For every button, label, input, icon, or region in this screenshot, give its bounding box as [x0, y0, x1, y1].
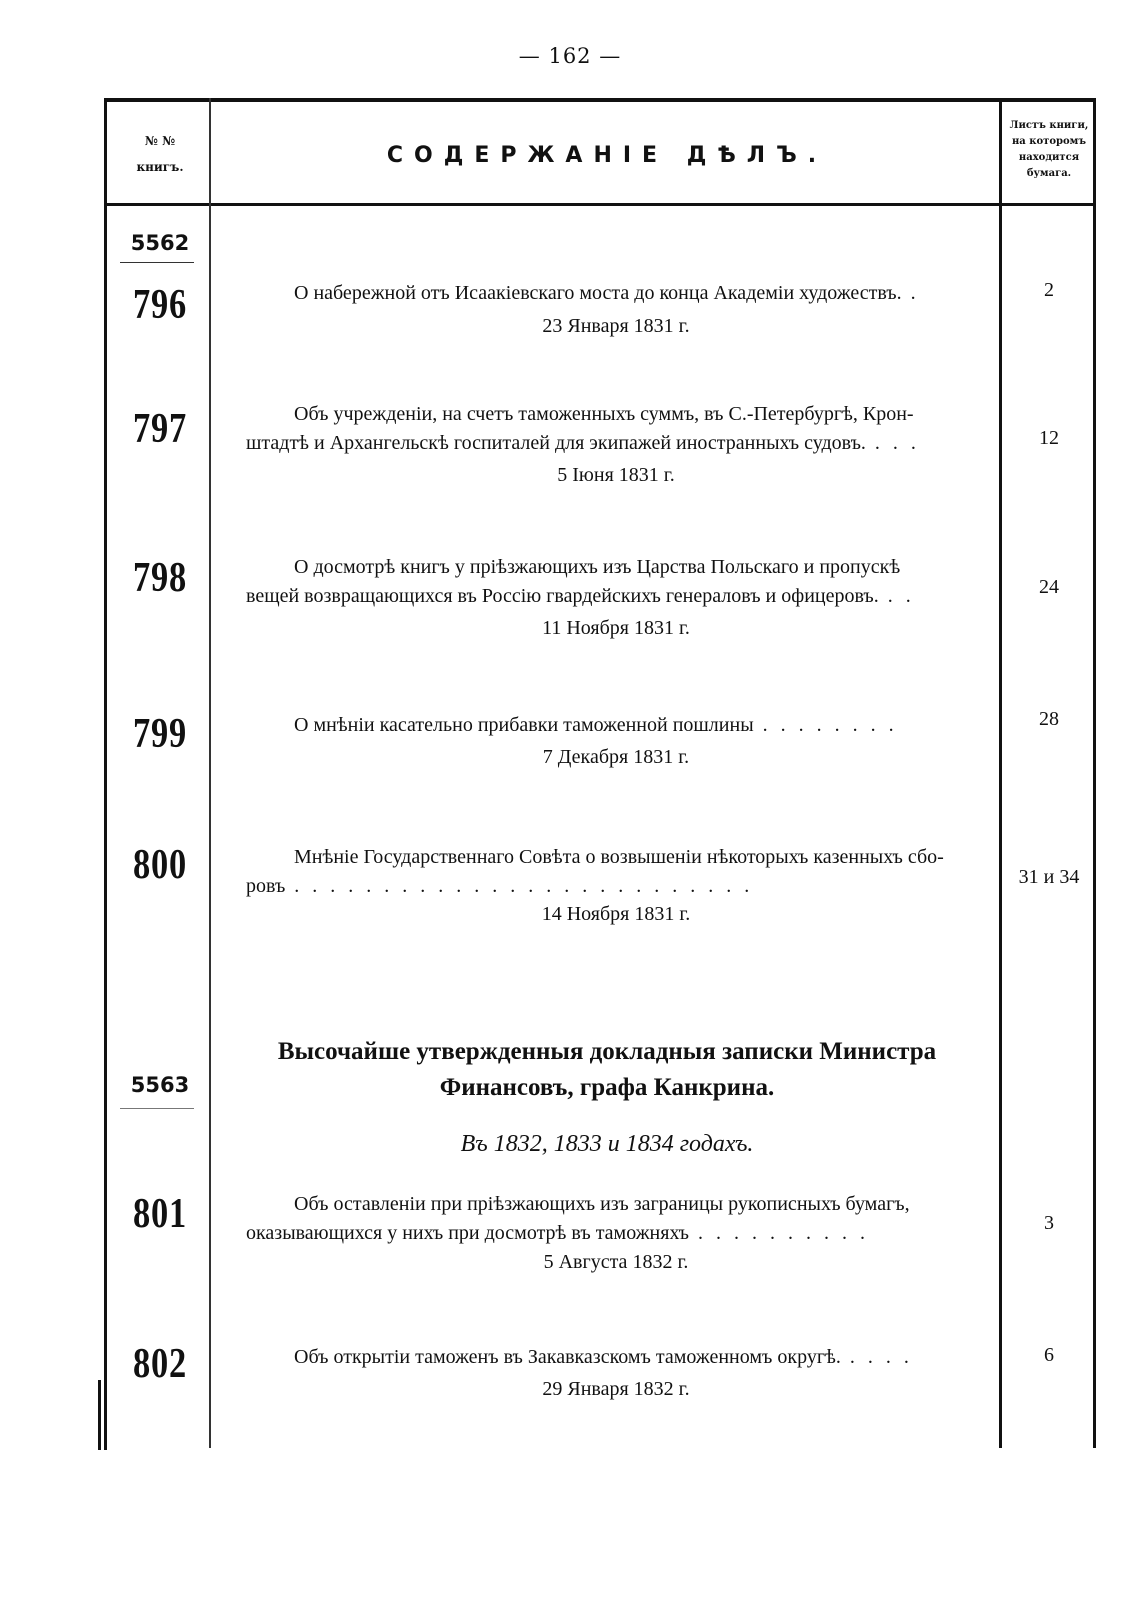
header-sheet-column [1003, 118, 1095, 182]
entry-line: вещей возвращающихся въ Россію гвардейскихъ генераловъ и офицеровъ. . . [246, 585, 915, 607]
sheet-reference: 28 [1039, 708, 1059, 730]
entry-date: 7 Декабря 1831 г. [542, 746, 690, 768]
section-title-line: Высочайше утвержденныя докладныя записки Министра [277, 1038, 937, 1065]
entry-line: О набережной отъ Исаакіевскаго моста до конца Академіи художествъ. . [294, 282, 920, 304]
entry-number: 800 [132, 842, 188, 888]
entry-number: 796 [132, 282, 188, 328]
entry-number: 798 [132, 555, 188, 601]
entry-number: 799 [132, 711, 188, 757]
page-number: — 162 — [518, 44, 622, 68]
entry-description [246, 553, 1006, 611]
sheet-reference: 3 [1044, 1212, 1054, 1234]
entry-date: 5 Августа 1832 г. [543, 1251, 689, 1273]
header-sheet-line: бумага. [1026, 168, 1072, 179]
entry-line: Мнѣніе Государственнаго Совѣта о возвышеніи нѣкоторыхъ казенныхъ сбо- [294, 846, 944, 868]
header-book-line: № № [144, 134, 176, 148]
entry-line: оказывающихся у нихъ при досмотрѣ въ таможняхъ . . . . . . . . . . [246, 1222, 870, 1244]
entry-line: Объ открытіи таможенъ въ Закавказскомъ таможенномъ округѣ. . . . . [294, 1346, 913, 1368]
sheet-reference: 31 и 34 [1018, 866, 1080, 888]
header-sheet-line: Листъ книги, [1009, 120, 1089, 131]
entry-description [246, 711, 1006, 740]
section-title [214, 1034, 1000, 1106]
book-number: 5562 [130, 231, 190, 255]
entry-description [246, 1343, 1006, 1372]
entry-description [246, 1190, 1006, 1248]
sheet-reference: 6 [1044, 1344, 1054, 1366]
entry-number: 802 [132, 1341, 188, 1387]
sheet-reference: 2 [1044, 279, 1054, 301]
section-subtitle: Въ 1832, 1833 и 1834 годахъ. [460, 1131, 754, 1157]
header-sheet-line: на которомъ [1011, 136, 1087, 147]
entry-line: О досмотрѣ книгъ у пріѣзжающихъ изъ Царства Польскаго и пропускѣ [294, 556, 901, 578]
entry-number: 797 [132, 406, 188, 452]
entry-date: 23 Января 1831 г. [542, 315, 690, 337]
entry-date: 29 Января 1832 г. [542, 1378, 690, 1400]
entry-number: 801 [132, 1191, 188, 1237]
entry-description [246, 400, 1006, 458]
header-book-line: книгъ. [136, 160, 184, 174]
section-title-line: Финансовъ, графа Канкрина. [439, 1074, 775, 1101]
entry-description [246, 279, 1006, 308]
sheet-reference: 12 [1039, 427, 1059, 449]
entry-line: Объ оставленіи при пріѣзжающихъ изъ заграницы рукописныхъ бумагъ, [294, 1193, 910, 1215]
entry-date: 11 Ноября 1831 г. [542, 617, 690, 639]
header-title: СОДЕРЖАНІЕ ДѢЛЪ. [386, 143, 828, 168]
entry-description [246, 843, 1006, 901]
entry-line: О мнѣніи касательно прибавки таможенной пошлины . . . . . . . . [294, 714, 898, 736]
book-number: 5563 [130, 1073, 190, 1097]
entry-line: Объ учрежденіи, на счетъ таможенныхъ суммъ, въ С.-Петербургѣ, Крон- [294, 403, 914, 425]
entry-line: ровъ . . . . . . . . . . . . . . . . . . . . . . . . . . [246, 875, 754, 897]
entry-date: 5 Іюня 1831 г. [557, 464, 675, 486]
header-book-column [108, 128, 212, 180]
header-sheet-line: находится [1018, 152, 1080, 163]
sheet-reference: 24 [1039, 576, 1059, 598]
entry-line: штадтѣ и Архангельскѣ госпиталей для экипажей иностранныхъ судовъ. . . . [246, 432, 920, 454]
entry-date: 14 Ноября 1831 г. [541, 903, 691, 925]
